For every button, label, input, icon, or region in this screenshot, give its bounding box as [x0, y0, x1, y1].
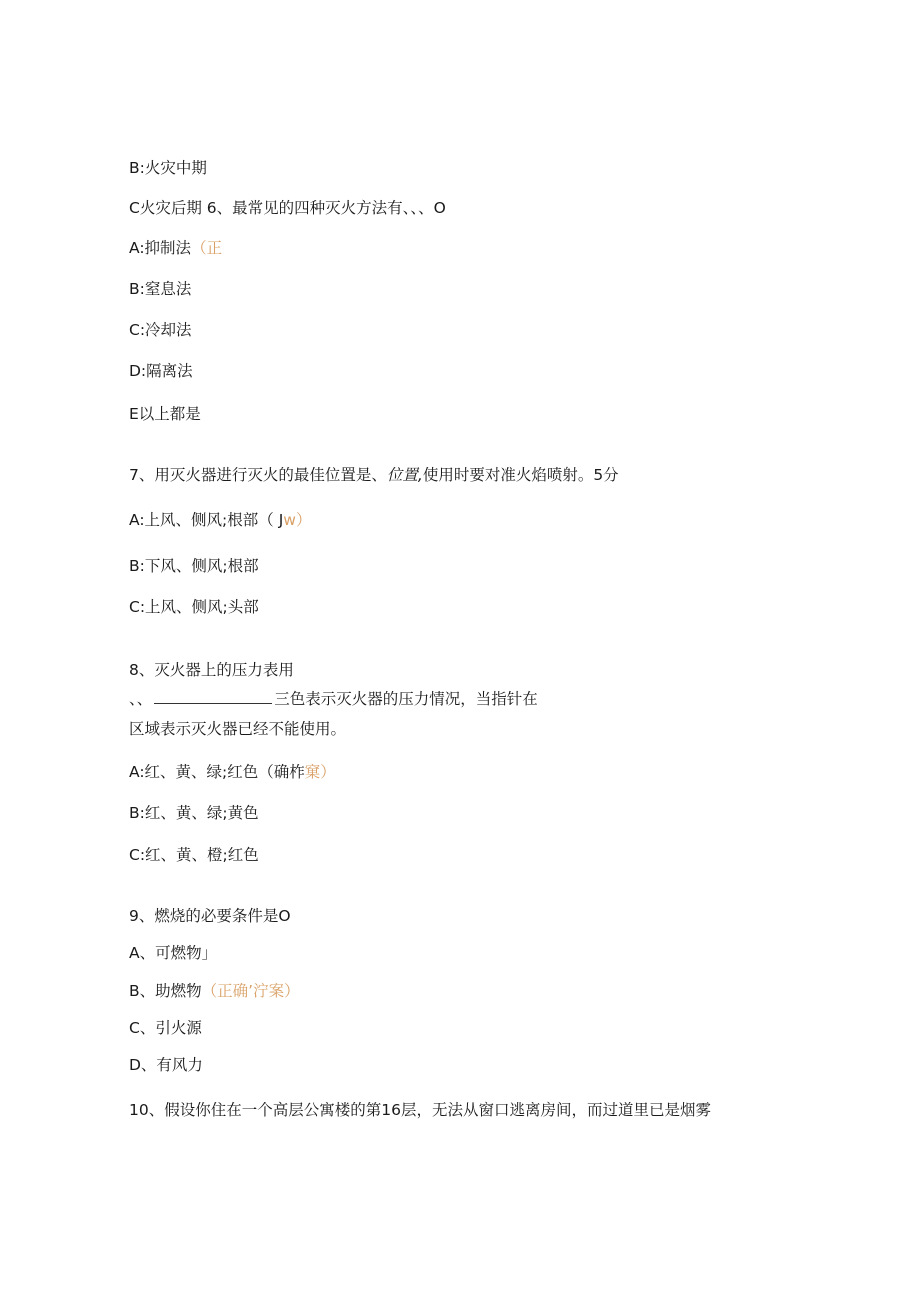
q7-option-c: C:上风、侧风;头部 — [129, 598, 259, 616]
q9-option-d: D、有风力 — [129, 1056, 203, 1074]
answer-mark: w） — [283, 511, 312, 529]
answer-mark: （正确’泞案） — [201, 982, 300, 1000]
q8-prefix: 、、 — [129, 690, 153, 708]
question-text: 7、用灭火器进行灭火的最佳位置是、 — [129, 466, 387, 484]
question-7 — [129, 465, 619, 485]
option-b-fire-middle: B:火灾中期 — [129, 159, 207, 177]
option-text: A:抑制法 — [129, 239, 192, 257]
question-text-end: 使用时要对准火焰喷射。5分 — [422, 466, 619, 484]
q8-text: 三色表示灭火器的压力情况，当指针在 — [274, 690, 538, 708]
q8-option-c: C:红、黄、橙;红色 — [129, 846, 259, 864]
q8-option-b: B:红、黄、绿;黄色 — [129, 804, 259, 822]
question-6: C火灾后期 6、最常见的四种灭火方法有、、、O — [129, 199, 446, 217]
question-8-line-1: 8、灭火器上的压力表用 — [129, 661, 294, 679]
option-text: A:红、黄、绿;红色（确柞 — [129, 763, 305, 781]
option-text: A:上风、侧风;根部（ J — [129, 511, 284, 529]
q9-option-c: C、引火源 — [129, 1019, 202, 1037]
fill-blank — [154, 689, 272, 704]
question-italic: 位置, — [386, 466, 423, 484]
q7-option-a — [129, 510, 311, 530]
option-c-cooling: C:冷却法 — [129, 321, 192, 339]
question-8-line-2 — [129, 689, 538, 709]
q8-option-a — [129, 762, 336, 782]
answer-mark: 窠） — [304, 763, 336, 781]
question-10: 10、假设你住在一个高层公寓楼的第16层，无法从窗口逃离房间，而过道里已是烟雾 — [129, 1101, 711, 1119]
option-a-suppression — [129, 238, 222, 258]
answer-mark: （正 — [191, 239, 223, 257]
option-d-isolation: D:隔离法 — [129, 362, 193, 380]
option-e-all: E以上都是 — [129, 405, 201, 423]
question-8-line-3: 区域表示灭火器已经不能使用。 — [129, 720, 347, 738]
question-9: 9、燃烧的必要条件是O — [129, 907, 291, 925]
q9-option-a: A、可燃物」 — [129, 944, 218, 962]
option-text: B、助燃物 — [129, 982, 202, 1000]
q9-option-b — [129, 981, 300, 1001]
q7-option-b: B:下风、侧风;根部 — [129, 557, 259, 575]
option-b-smothering: B:窒息法 — [129, 280, 192, 298]
